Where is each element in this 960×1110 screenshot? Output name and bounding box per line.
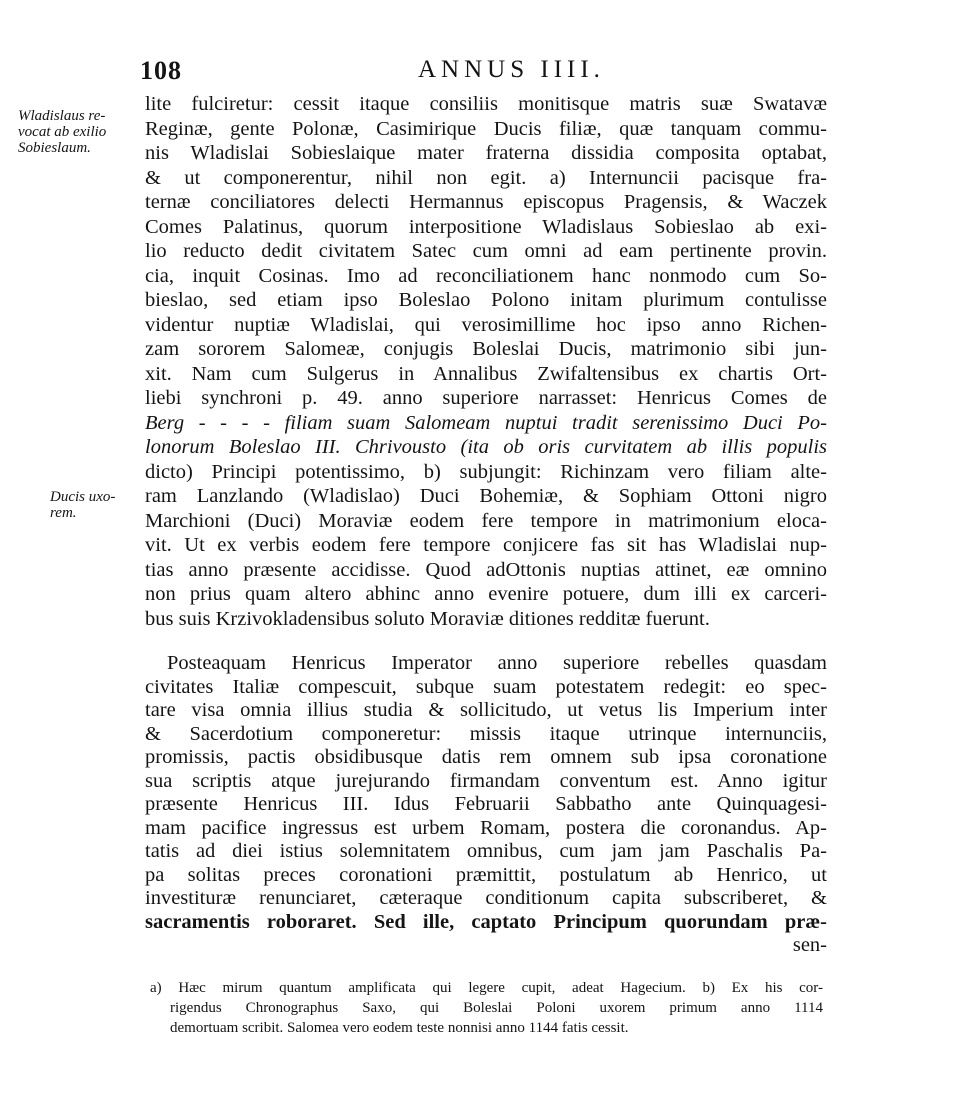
text-line: tias anno præsente accidisse. Quod adOttonis nuptias attinet, eæ omnino <box>145 558 827 581</box>
text-line: Comes Palatinus, quorum interpositione Wladislaus Sobieslao ab exi- <box>145 215 827 238</box>
text-line: & Sacerdotium componeretur: missis itaque utrinque internunciis, <box>145 722 827 745</box>
catchword: sen- <box>792 934 827 956</box>
text-line: Posteaquam Henricus Imperator anno superiore rebelles quasdam <box>167 652 827 674</box>
text-line: civitates Italiæ compescuit, subque suam potestatem redegit: eo spec- <box>145 675 827 698</box>
text-line: tatis ad diei istius solemnitatem omnibus, cum jam jam Paschalis Pa- <box>145 840 827 862</box>
page-number: 108 <box>140 56 182 85</box>
margin-note-line: vocat ab exilio <box>18 124 107 140</box>
text-line: vit. Ut ex verbis eodem fere tempore conjicere fas sit has Wladislai nup- <box>145 534 827 556</box>
text-line: investituræ renunciaret, cæteraque conditionum capita subscriberet, & <box>145 887 827 909</box>
footnote-line: demortuam scribit. Salomea vero eodem teste nonnisi anno 1144 fatis cessit. <box>170 1020 629 1036</box>
text-line: bieslao, sed etiam ipso Boleslao Polono initam plurimum contulisse <box>145 289 827 311</box>
margin-note-line: Wladislaus re- <box>18 108 106 124</box>
margin-note-ducis <box>50 489 115 521</box>
text-line: liebi synchroni p. 49. anno superiore narrasset: Henricus Comes de <box>145 387 827 409</box>
text-line: sua scriptis atque jurejurando firmandam conventum est. Anno igitur <box>145 769 827 792</box>
text-line: lite fulciretur: cessit itaque consiliis monitisque matris suæ Swatavæ <box>145 93 827 115</box>
text-line: tare visa omnia illius studia & sollicitudo, ut vetus lis Imperium inter <box>145 699 827 721</box>
text-line: Berg - - - - filiam suam Salomeam nuptui tradit serenissimo Duci Po- <box>145 411 827 434</box>
margin-note-line: Sobieslaum. <box>18 140 91 156</box>
text-line: promissis, pactis obsidibusque datis rem omnem sub ipsa coronatione <box>145 746 827 768</box>
text-line: & ut componerentur, nihil non egit. a) Internuncii pacisque fra- <box>145 166 827 189</box>
text-line: dicto) Principi potentissimo, b) subjungit: Richinzam vero filiam alte- <box>145 460 827 483</box>
text-line: præsente Henricus III. Idus Februarii Sabbatho ante Quinquagesi- <box>145 793 827 815</box>
text-line: sacramentis roboraret. Sed ille, captato Principum quorundam præ- <box>145 910 827 933</box>
margin-note-line: Ducis uxo- <box>50 489 116 505</box>
footnotes <box>150 978 823 1038</box>
text-line: ram Lanzlando (Wladislao) Duci Bohemiæ, & Sophiam Ottoni nigro <box>145 485 827 507</box>
margin-note-line: rem. <box>50 505 77 521</box>
text-line: cia, inquit Cosinas. Imo ad reconciliationem hanc nonmodo cum So- <box>145 264 827 287</box>
paragraph-1 <box>145 92 827 631</box>
text-line: Reginæ, gente Polonæ, Casimirique Ducis filiæ, quæ tanquam commu- <box>145 117 827 140</box>
text-line: bus suis Krzivokladensibus soluto Moraviæ ditiones redditæ fuerunt. <box>145 607 710 630</box>
footnote-line: a) Hæc mirum quantum amplificata qui legere cupit, adeat Hagecium. b) Ex his cor- <box>150 980 823 996</box>
text-line: ternæ conciliatores delecti Hermannus episcopus Pragensis, & Waczek <box>145 191 827 213</box>
text-line: non prius quam altero abhinc anno evenire potuere, dum illi ex carceri- <box>145 583 827 605</box>
text-line: nis Wladislai Sobieslaique mater fraterna dissidia composita optabat, <box>145 142 827 164</box>
footnote-line: rigendus Chronographus Saxo, qui Boleslai Poloni uxorem primum anno 1114 <box>170 1000 823 1016</box>
text-line: videntur nuptiæ Wladislai, qui verosimillime hoc ipso anno Richen- <box>145 313 827 336</box>
text-line: lio reducto dedit civitatem Satec cum omni ad eam pertinente provin. <box>145 240 827 262</box>
text-line: mam pacifice ingressus est urbem Romam, postera die coronandus. Ap- <box>145 816 827 839</box>
text-line: Marchioni (Duci) Moraviæ eodem fere tempore in matrimonium eloca- <box>145 509 827 532</box>
text-line: xit. Nam cum Sulgerus in Annalibus Zwifaltensibus ex chartis Ort- <box>145 362 827 385</box>
text-line: lonorum Boleslao III. Chrivousto (ita ob oris curvitatem ab illis populis <box>145 436 827 458</box>
running-title: ANNUS IIII. <box>418 56 605 83</box>
text-line: pa solitas preces coronationi præmittit, postulatum ab Henrico, ut <box>145 863 827 886</box>
margin-note-wladislaus <box>18 108 106 156</box>
text-line: zam sororem Salomeæ, conjugis Boleslai Ducis, matrimonio sibi jun- <box>145 338 827 360</box>
page-header <box>0 52 960 92</box>
paragraph-2 <box>145 652 827 958</box>
